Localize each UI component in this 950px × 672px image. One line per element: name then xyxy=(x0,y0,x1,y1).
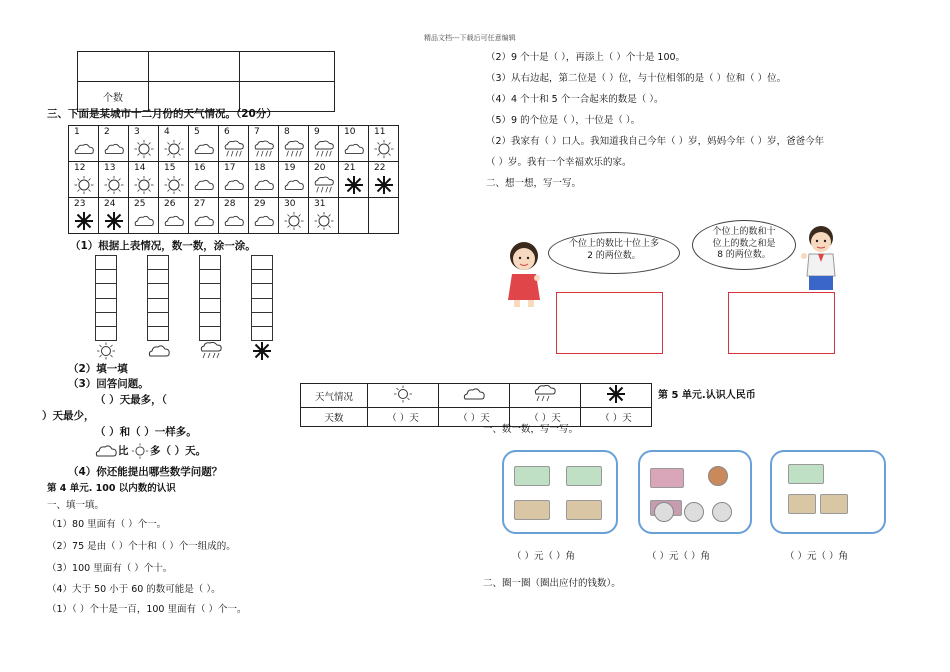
bar-segment[interactable] xyxy=(200,299,220,313)
bubble-right-text: 个位上的数和十位上的数之和是 8 的两位数。 xyxy=(712,227,776,261)
sun-icon xyxy=(130,442,150,460)
calendar-day-cell xyxy=(99,198,129,234)
rainy-count-bar[interactable] xyxy=(199,255,221,341)
fill-item-2: （2）75 是由（ ）个十和（ ）个一组成的。 xyxy=(47,541,236,552)
right-item-1: （2）9 个十是（ ），再添上（ ）个十是 100。 xyxy=(486,52,686,63)
rain-cloud-icon xyxy=(283,139,305,159)
fill-item-4: （4）大于 50 小于 60 的数可能是（ ）。 xyxy=(47,584,221,595)
calendar-day-cell xyxy=(129,198,159,234)
calendar-day-cell xyxy=(159,126,189,162)
bar-segment[interactable] xyxy=(200,327,220,340)
calendar-day-number: 8 xyxy=(284,127,290,137)
weather-count-table xyxy=(300,383,652,427)
bar-segment[interactable] xyxy=(200,313,220,327)
bar-segment[interactable] xyxy=(96,270,116,284)
section3-title: 三、下面是某城市十二月份的天气情况。（20分） xyxy=(47,108,277,120)
calendar-day-cell xyxy=(339,162,369,198)
sun-icon xyxy=(133,175,155,195)
section2-title: 二、想一想，写一写。 xyxy=(486,178,582,189)
snow-count-bar[interactable] xyxy=(251,255,273,341)
rain-cloud-icon xyxy=(199,342,223,360)
cloud-icon xyxy=(462,387,486,401)
right-item-6: （ ）岁。我有一个幸福欢乐的家。 xyxy=(486,157,632,168)
cloud-icon xyxy=(343,139,365,159)
sun-icon xyxy=(392,385,414,403)
calendar-day-number: 11 xyxy=(374,127,386,137)
bar-segment[interactable] xyxy=(96,256,116,270)
calendar-day-cell xyxy=(339,126,369,162)
coin-icon xyxy=(654,502,674,522)
banknote-icon xyxy=(566,466,602,486)
bar-segment[interactable] xyxy=(96,327,116,340)
right-item-2: （3）从右边起，第二位是（ ）位，与十位相邻的是（ ）位和（ ）位。 xyxy=(486,73,787,84)
right-item-5: （2）我家有（ ）口人。我知道我自己今年（ ）岁，妈妈今年（ ）岁，爸爸今年 xyxy=(486,136,825,147)
calendar-day-cell xyxy=(69,162,99,198)
q2-text: （2）填一填 xyxy=(68,363,128,375)
calendar-day-cell xyxy=(69,198,99,234)
sun-icon xyxy=(163,139,185,159)
q3-line4-compare: 比 xyxy=(118,445,129,457)
calendar-day-cell xyxy=(369,162,399,198)
boy-illustration xyxy=(796,222,846,294)
calendar-day-cell xyxy=(159,198,189,234)
cloud-icon xyxy=(223,175,245,195)
answer-box-left[interactable] xyxy=(556,292,663,354)
calendar-day-cell xyxy=(69,126,99,162)
calendar-day-number: 17 xyxy=(224,163,236,173)
money-box-1 xyxy=(502,450,618,534)
snow-days-blank[interactable]: （ ）天 xyxy=(581,408,652,427)
rain-cloud-icon xyxy=(253,139,275,159)
q3-line1: （ ）天最多，（ xyxy=(95,394,167,406)
calendar-day-cell xyxy=(219,126,249,162)
money-answer-3[interactable]: （ ）元（ ）角 xyxy=(785,551,849,562)
speech-bubble-right xyxy=(692,220,796,270)
calendar-day-cell xyxy=(189,198,219,234)
fill-item-5: （1）（ ）个十是一百，100 里面有（ ）个一。 xyxy=(47,604,247,615)
calendar-day-cell xyxy=(309,162,339,198)
snowflake-icon xyxy=(252,341,272,361)
bar-segment[interactable] xyxy=(252,313,272,327)
calendar-day-number: 7 xyxy=(254,127,260,137)
calendar-day-number: 30 xyxy=(284,199,296,209)
bar-segment[interactable] xyxy=(148,256,168,270)
sun-icon xyxy=(163,175,185,195)
bar-segment[interactable] xyxy=(200,256,220,270)
snowflake-icon xyxy=(606,384,626,404)
bar-segment[interactable] xyxy=(96,284,116,298)
banknote-icon xyxy=(566,500,602,520)
cloud-icon xyxy=(193,211,215,231)
answer-box-right[interactable] xyxy=(728,292,835,354)
rainy-days-blank[interactable]: （ ）天 xyxy=(510,408,581,427)
rain-cloud-icon xyxy=(313,139,335,159)
calendar-day-number: 13 xyxy=(104,163,116,173)
calendar-day-cell xyxy=(369,198,399,234)
bar-segment[interactable] xyxy=(200,270,220,284)
calendar-day-cell xyxy=(279,126,309,162)
sunny-days-blank[interactable]: （ ）天 xyxy=(368,408,439,427)
cloud-icon xyxy=(133,211,155,231)
sun-icon xyxy=(133,139,155,159)
girl-illustration xyxy=(500,238,550,308)
snowflake-icon xyxy=(73,211,95,231)
calendar-day-number: 14 xyxy=(134,163,146,173)
bar-segment[interactable] xyxy=(252,256,272,270)
rain-cloud-icon xyxy=(313,175,335,195)
unit4-title: 第 4 单元. 100 以内数的认识 xyxy=(47,483,176,494)
cloudy-count-bar[interactable] xyxy=(147,255,169,341)
unit5-title: 第 5 单元.认识人民币 xyxy=(658,390,756,401)
calendar-day-number: 6 xyxy=(224,127,230,137)
calendar-day-number: 9 xyxy=(314,127,320,137)
calendar-day-cell xyxy=(249,162,279,198)
calendar-day-number: 18 xyxy=(254,163,266,173)
calendar-day-cell xyxy=(249,198,279,234)
cloud-icon xyxy=(193,139,215,159)
cloud-icon xyxy=(283,175,305,195)
snowflake-icon xyxy=(373,175,395,195)
bar-segment[interactable] xyxy=(252,270,272,284)
calendar-day-cell xyxy=(309,126,339,162)
calendar-day-number: 29 xyxy=(254,199,266,209)
calendar-day-cell xyxy=(189,162,219,198)
cloud-icon xyxy=(94,444,118,458)
money-box-3 xyxy=(770,450,886,534)
q3-line4-text: 多（ ）天。 xyxy=(150,445,207,457)
sun-icon xyxy=(103,175,125,195)
banknote-icon xyxy=(650,468,684,488)
calendar-day-number: 10 xyxy=(344,127,356,137)
calendar-day-cell xyxy=(279,162,309,198)
calendar-day-cell xyxy=(219,162,249,198)
circle-title: 二、圈一圈（圈出应付的钱数）。 xyxy=(483,578,621,589)
calendar-day-number: 1 xyxy=(74,127,80,137)
calendar-day-number: 25 xyxy=(134,199,146,209)
bar-segment[interactable] xyxy=(96,299,116,313)
coin-icon xyxy=(684,502,704,522)
rain-cloud-icon xyxy=(223,139,245,159)
sun-icon xyxy=(73,175,95,195)
count-table xyxy=(77,51,335,112)
calendar-day-number: 20 xyxy=(314,163,326,173)
calendar-day-number: 16 xyxy=(194,163,206,173)
money-answer-2[interactable]: （ ）元（ ）角 xyxy=(647,551,711,562)
bar-segment[interactable] xyxy=(148,327,168,340)
fill-item-3: （3）100 里面有（ ）个十。 xyxy=(47,563,173,574)
calendar-day-cell xyxy=(129,126,159,162)
count-row-label: 个数 xyxy=(78,82,149,112)
calendar-day-number: 3 xyxy=(134,127,140,137)
right-item-4: （5）9 的个位是（ ），十位是（ ）。 xyxy=(486,115,641,126)
q4-text: （4）你还能提出哪些数学问题？ xyxy=(68,466,223,478)
fill-item-1: （1）80 里面有（ ）个一。 xyxy=(47,519,167,530)
banknote-icon xyxy=(820,494,848,514)
bar-segment[interactable] xyxy=(252,284,272,298)
sun-icon xyxy=(313,211,335,231)
sun-icon xyxy=(283,211,305,231)
calendar-day-cell xyxy=(129,162,159,198)
bar-segment[interactable] xyxy=(148,284,168,298)
calendar-day-cell xyxy=(159,162,189,198)
coin-icon xyxy=(708,466,728,486)
bar-segment[interactable] xyxy=(200,284,220,298)
cloudy-days-blank[interactable]: （ ）天 xyxy=(439,408,510,427)
calendar-day-cell xyxy=(99,126,129,162)
rain-cloud-icon xyxy=(533,385,557,403)
cloud-icon xyxy=(73,139,95,159)
cloud-icon xyxy=(163,211,185,231)
calendar-day-cell xyxy=(309,198,339,234)
speech-bubble-left xyxy=(548,232,680,274)
calendar-day-number: 22 xyxy=(374,163,386,173)
q3-text: （3）回答问题。 xyxy=(68,378,149,390)
sun-icon xyxy=(373,139,395,159)
banknote-icon xyxy=(514,500,550,520)
cloud-icon xyxy=(193,175,215,195)
calendar-day-cell xyxy=(339,198,369,234)
calendar-day-number: 21 xyxy=(344,163,356,173)
cloud-icon xyxy=(223,211,245,231)
bubble-left-text: 个位上的数比十位上多 2 的两位数。 xyxy=(568,239,659,261)
cloud-icon xyxy=(253,211,275,231)
banknote-icon xyxy=(514,466,550,486)
calendar-day-cell xyxy=(279,198,309,234)
cloud-icon xyxy=(253,175,275,195)
snowflake-icon xyxy=(343,175,365,195)
calendar-day-number: 24 xyxy=(104,199,116,209)
bar-segment[interactable] xyxy=(148,313,168,327)
bar-segment[interactable] xyxy=(148,270,168,284)
calendar-day-number: 19 xyxy=(284,163,296,173)
calendar-day-cell xyxy=(369,126,399,162)
coin-icon xyxy=(712,502,732,522)
calendar-day-number: 26 xyxy=(164,199,176,209)
q3-line3: （ ）和（ ）一样多。 xyxy=(95,426,197,438)
calendar-day-number: 2 xyxy=(104,127,110,137)
calendar-day-number: 27 xyxy=(194,199,206,209)
weather-row-label: 天气情况 xyxy=(301,384,368,408)
banknote-icon xyxy=(788,494,816,514)
calendar-day-number: 28 xyxy=(224,199,236,209)
sunny-count-bar[interactable] xyxy=(95,255,117,341)
money-box-2 xyxy=(638,450,752,534)
calendar-day-cell xyxy=(219,198,249,234)
calendar-day-cell xyxy=(249,126,279,162)
calendar-day-cell xyxy=(189,126,219,162)
snowflake-icon xyxy=(103,211,125,231)
bar-segment[interactable] xyxy=(252,327,272,340)
bar-segment[interactable] xyxy=(96,313,116,327)
page-header: 精品文档---下载后可任意编辑 xyxy=(424,34,516,42)
bar-segment[interactable] xyxy=(148,299,168,313)
banknote-icon xyxy=(788,464,824,484)
calendar-day-cell xyxy=(99,162,129,198)
calendar-day-number: 4 xyxy=(164,127,170,137)
calendar-day-number: 31 xyxy=(314,199,326,209)
q1-text: （1）根据上表情况，数一数，涂一涂。 xyxy=(70,240,256,252)
sun-icon xyxy=(95,342,117,360)
weather-calendar xyxy=(68,125,399,234)
cloud-icon xyxy=(147,344,171,358)
q3-line2: ）天最少， xyxy=(42,410,95,422)
calendar-day-number: 5 xyxy=(194,127,200,137)
bar-segment[interactable] xyxy=(252,299,272,313)
calendar-day-number: 15 xyxy=(164,163,176,173)
calendar-day-number: 23 xyxy=(74,199,86,209)
calendar-day-number: 12 xyxy=(74,163,86,173)
fill-title: 一、填一填。 xyxy=(47,500,105,511)
days-row-label: 天数 xyxy=(301,408,368,427)
cloud-icon xyxy=(103,139,125,159)
money-answer-1[interactable]: （ ）元（ ）角 xyxy=(512,551,576,562)
right-item-3: （4）4 个十和 5 个一合起来的数是（ ）。 xyxy=(486,94,664,105)
count-title: 一、数一数，写一写。 xyxy=(483,424,579,435)
